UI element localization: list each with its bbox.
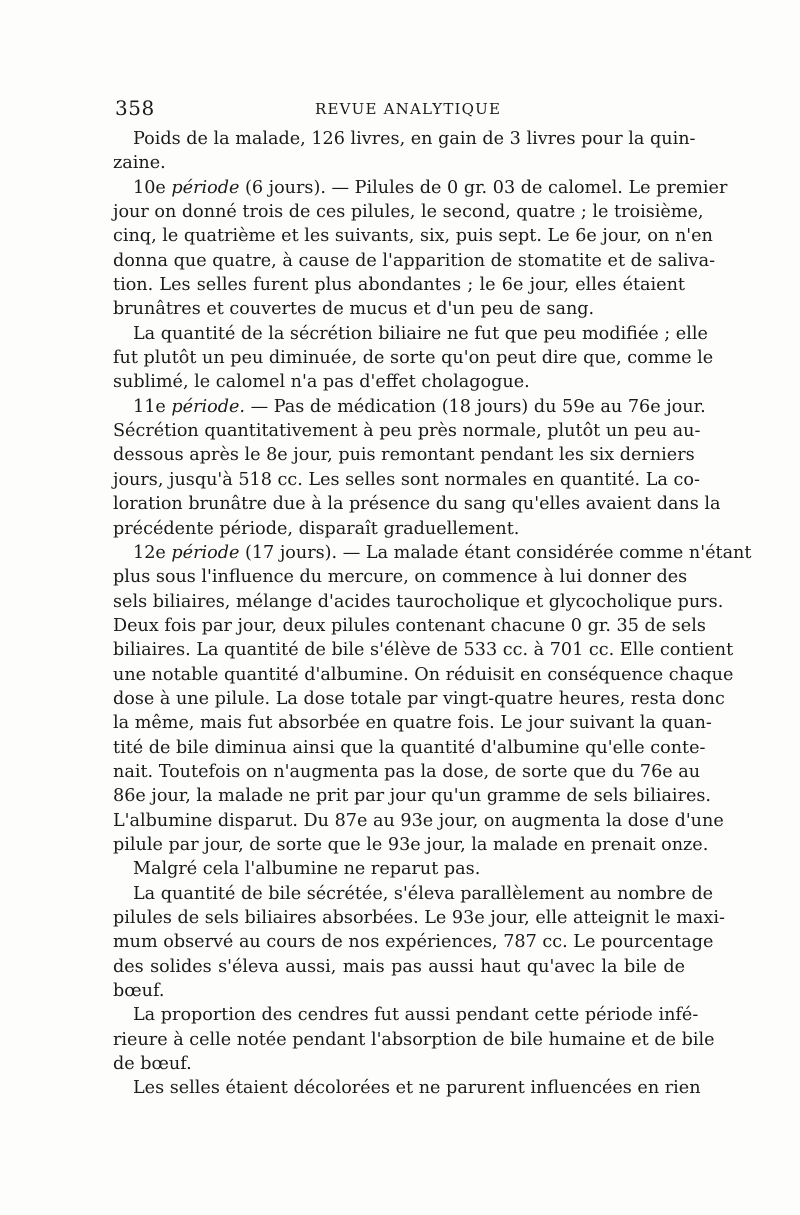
text-line: plus sous l'influence du mercure, on commence à lui donner des (113, 567, 688, 588)
text-line: tité de bile diminua ainsi que la quantité d'albumine qu'elle conte- (113, 737, 706, 758)
text-line: précédente période, disparaît graduellement. (113, 518, 520, 539)
text-line: dessous après le 8e jour, puis remontant pendant les six derniers (113, 445, 695, 466)
text-line: Deux fois par jour, deux pilules contenant chacune 0 gr. 35 de sels (113, 615, 706, 636)
text-line (113, 395, 706, 419)
text-segment: (17 jours). — La malade étant considérée comme n'étant (239, 542, 752, 563)
text-line: pilule par jour, de sorte que le 93e jour, la malade en prenait onze. (113, 834, 709, 855)
text-line: nait. Toutefois on n'augmenta pas la dose, de sorte que du 76e au (113, 761, 701, 782)
text-line: la même, mais fut absorbée en quatre fois. Le jour suivant la quan- (113, 713, 712, 734)
text-line: brunâtres et couvertes de mucus et d'un peu de sang. (113, 299, 595, 320)
italic-segment: période (171, 177, 240, 198)
text-line (113, 541, 752, 565)
body-text (113, 127, 752, 1101)
italic-segment: période (171, 542, 240, 563)
text-line: une notable quantité d'albumine. On réduisit en conséquence chaque (113, 664, 734, 685)
text-line: Malgré cela l'albumine ne reparut pas. (133, 859, 481, 880)
text-line: bœuf. (113, 981, 165, 1002)
text-line: sublimé, le calomel n'a pas d'effet cholagogue. (113, 372, 530, 393)
text-line: cinq, le quatrième et les suivants, six, puis sept. Le 6e jour, on n'en (113, 226, 713, 247)
text-line: jours, jusqu'à 518 cc. Les selles sont normales en quantité. La co- (113, 469, 700, 490)
text-line: loration brunâtre due à la présence du sang qu'elles avaient dans la (113, 494, 721, 515)
text-line: jour on donné trois de ces pilules, le second, quatre ; le troisième, (113, 202, 704, 223)
text-segment: (6 jours). — Pilules de 0 gr. 03 de calomel. Le premier (239, 177, 728, 198)
running-title: REVUE ANALYTIQUE (315, 100, 502, 118)
text-line: La quantité de la sécrétion biliaire ne fut que peu modifiée ; elle (133, 323, 708, 344)
text-line: rieure à celle notée pendant l'absorption de bile humaine et de bile (113, 1029, 715, 1050)
text-line: de bœuf. (113, 1054, 192, 1075)
text-line: Sécrétion quantitativement à peu près normale, plutôt un peu au- (113, 421, 701, 442)
italic-segment: période. (171, 396, 245, 417)
text-line: Les selles étaient décolorées et ne parurent influencées en rien (133, 1078, 701, 1099)
text-line: dose à une pilule. La dose totale par vingt-quatre heures, resta donc (113, 688, 725, 709)
text-line: mum observé au cours de nos expériences, 787 cc. Le pourcentage (113, 932, 714, 953)
page-header (115, 96, 685, 124)
text-line: donna que quatre, à cause de l'apparition de stomatite et de saliva- (113, 250, 716, 271)
text-line: La proportion des cendres fut aussi pendant cette période infé- (133, 1005, 699, 1026)
text-segment: 12e (133, 542, 172, 563)
text-line: pilules de sels biliaires absorbées. Le 93e jour, elle atteignit le maxi- (113, 908, 725, 928)
text-line: biliaires. La quantité de bile s'élève de 533 cc. à 701 cc. Elle contient (113, 640, 734, 661)
text-line (113, 176, 728, 200)
text-line: sels biliaires, mélange d'acides taurocholique et glycocholique purs. (113, 591, 724, 612)
text-line: 86e jour, la malade ne prit par jour qu'un gramme de sels biliaires. (113, 786, 712, 807)
text-line: tion. Les selles furent plus abondantes ; le 6e jour, elles étaient (113, 275, 685, 296)
text-line: zaine. (113, 153, 166, 174)
text-segment: 10e (133, 177, 172, 198)
text-line: La quantité de bile sécrétée, s'éleva parallèlement au nombre de (133, 883, 714, 904)
text-segment: 11e (133, 396, 172, 417)
text-line: des solides s'éleva aussi, mais pas aussi haut qu'avec la bile de (113, 956, 685, 977)
text-line: L'albumine disparut. Du 87e au 93e jour, on augmenta la dose d'une (113, 810, 724, 831)
text-segment: — Pas de médication (18 jours) du 59e au 76e jour. (244, 396, 706, 417)
page-number: 358 (115, 96, 155, 120)
text-line: Poids de la malade, 126 livres, en gain de 3 livres pour la quin- (133, 129, 696, 149)
text-line: fut plutôt un peu diminuée, de sorte qu'on peut dire que, comme le (113, 348, 714, 369)
